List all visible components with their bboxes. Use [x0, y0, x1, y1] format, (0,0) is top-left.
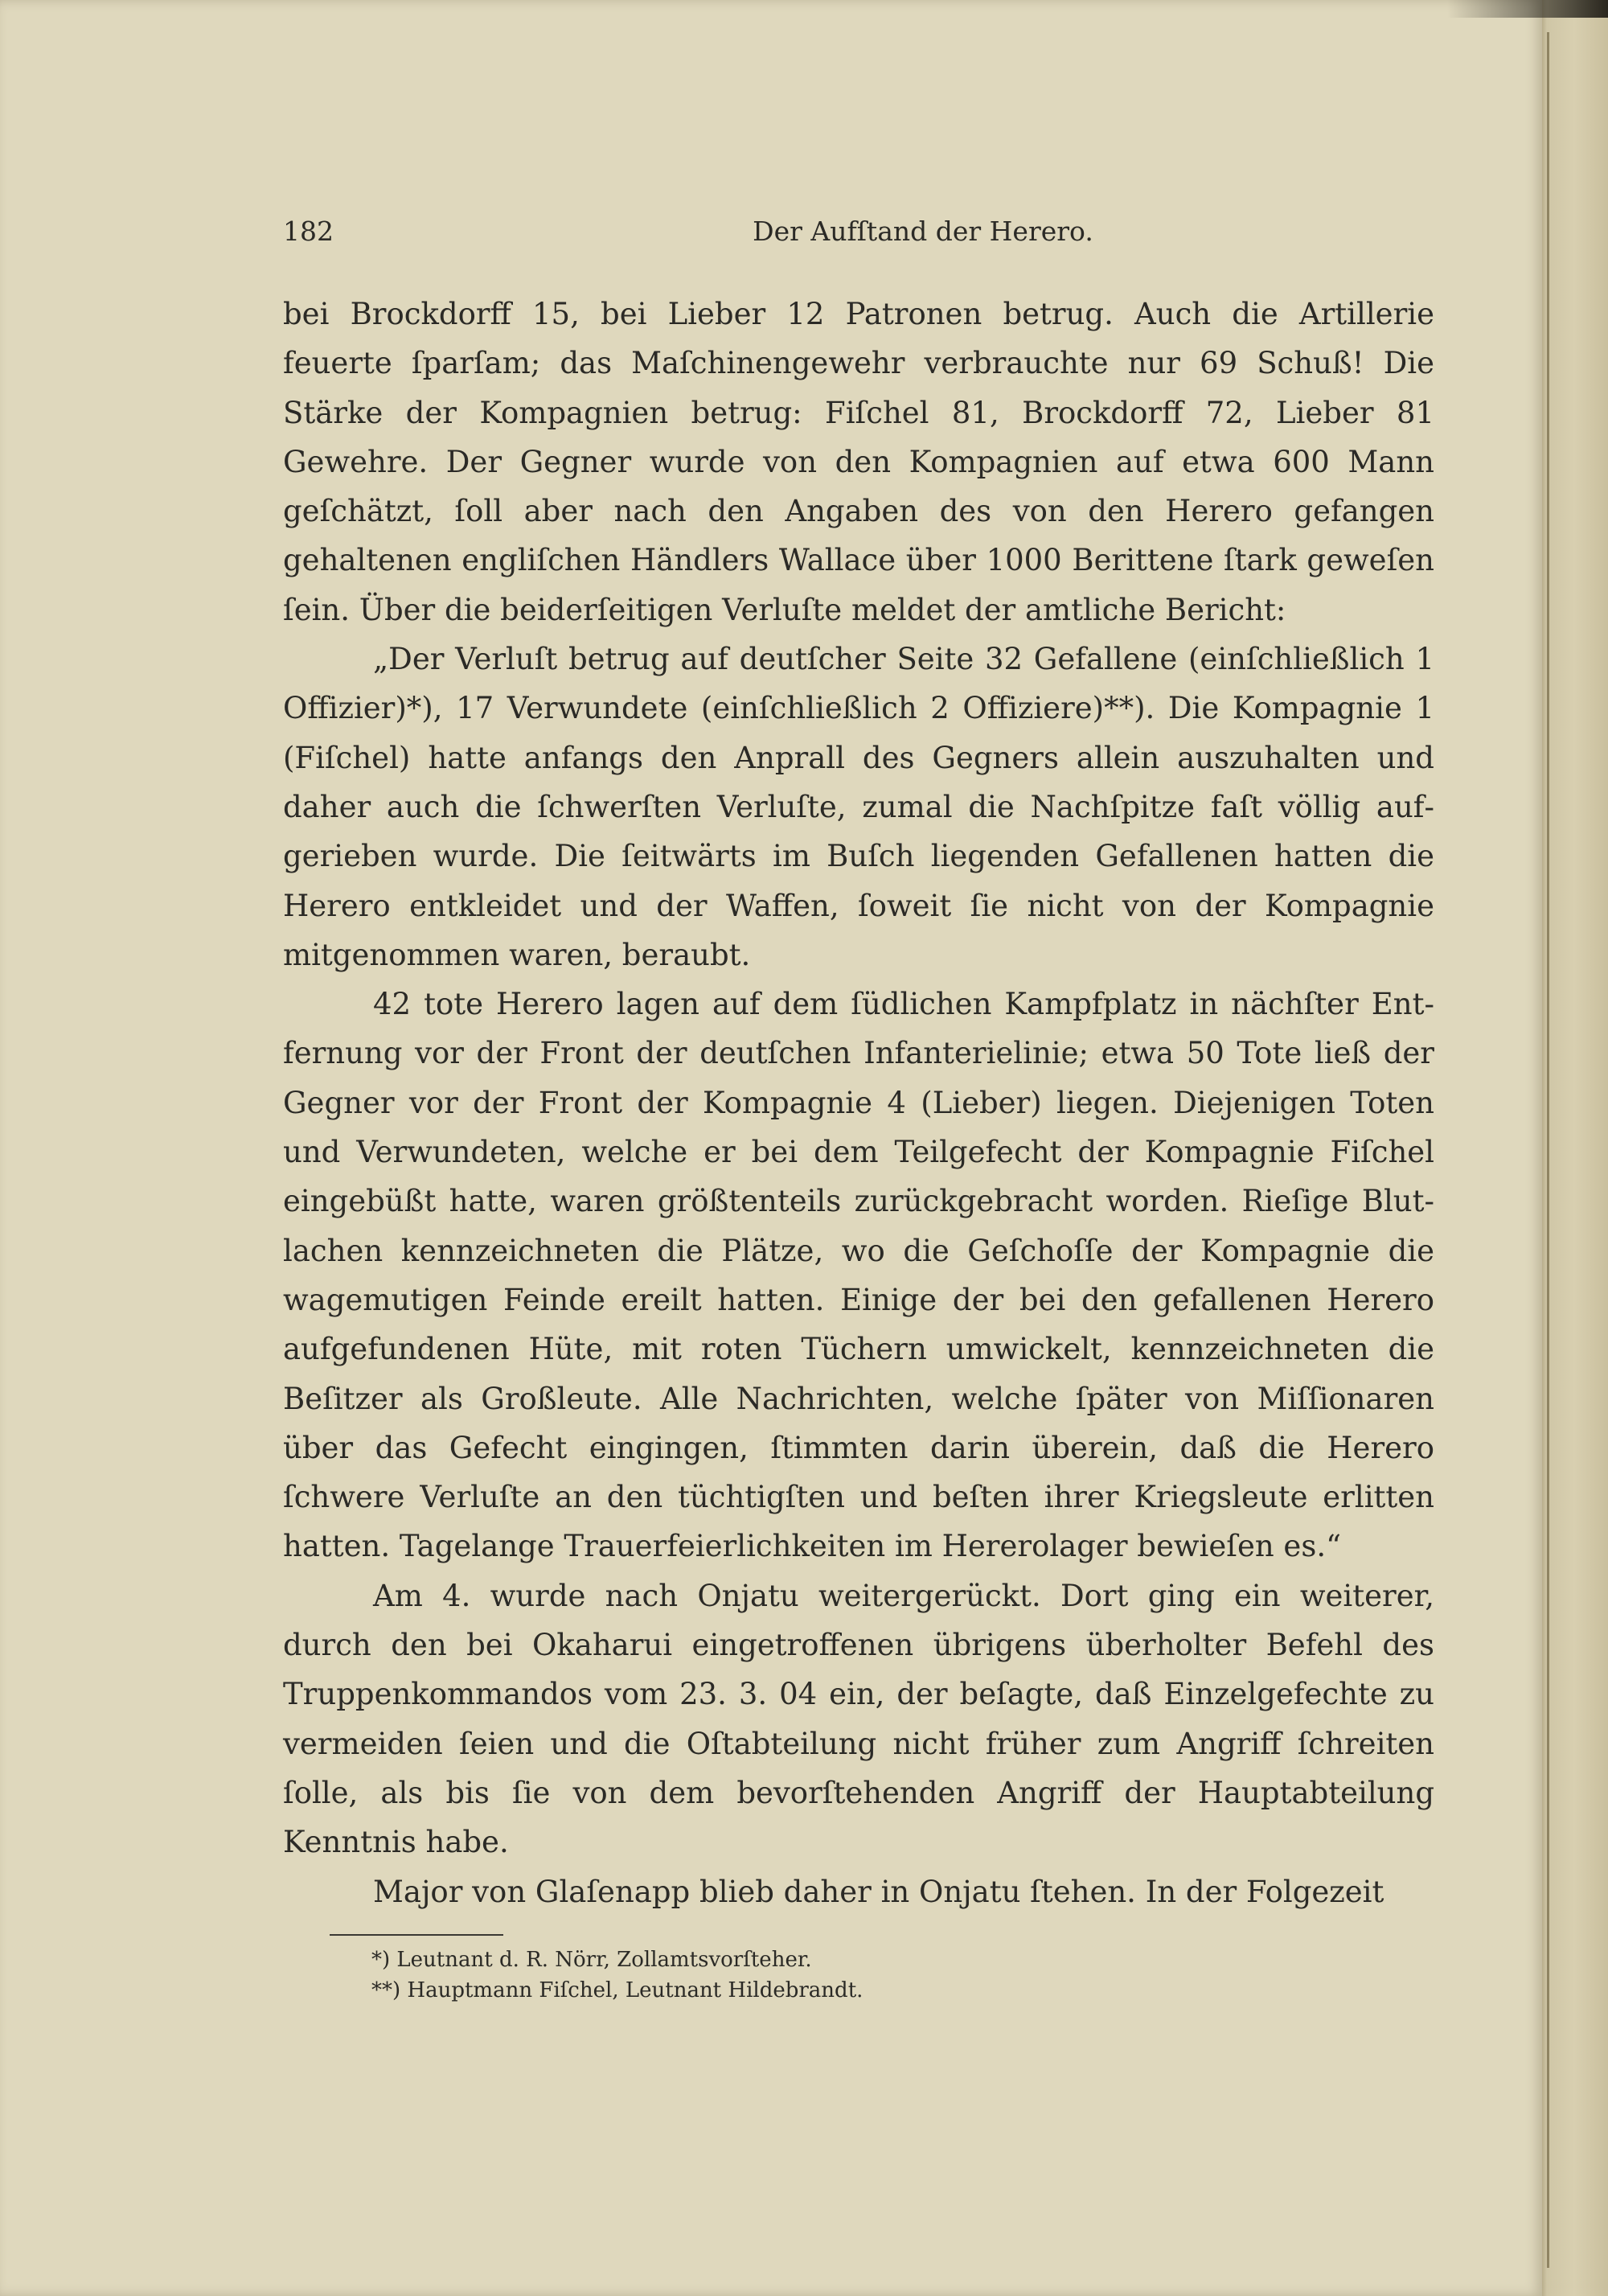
running-head: [283, 216, 1434, 254]
scan-background: [1447, 0, 1608, 18]
quote-paragraph: „Der Verluſt betrug auf deutſcher Seite 32 Gefallene (einſchließlich 1 Offizier)*), 17 Verwundete (einſchließlich 2 Offiziere)**). Die Kompagnie 1 (Fiſchel) hatte anfangs den Anprall des Gegners allein auszuhalten und daher auch die ſchwerſten Verluſte, zumal die Nachſpitze faſt völlig aufgerieben wurde. Die ſeitwärts im Buſch liegenden Gefallenen hatten die Herero entkleidet und der Waffen, ſoweit ſie nicht von der Kompagnie mitgenommen waren, beraubt.: [283, 642, 1434, 972]
footnotes: [371, 1945, 863, 2006]
paragraph: Am 4. wurde nach Onjatu weitergerückt. Dort ging ein weiterer, durch den bei Okaharui eingetroffenen übrigens überholter Befehl des Truppenkommandos vom 23. 3. 04 ein, der beſagte, daß Einzelgefechte zu vermeiden ſeien und die Oſtabteilung nicht früher zum Angriff ſchreiten ſolle, als bis ſie von dem bevorſtehenden Angriff der Hauptabteilung Kenntnis habe.: [283, 1578, 1434, 1860]
paragraph: Major von Glaſenapp blieb daher in Onjatu ſtehen. In der Folgezeit: [373, 1874, 1384, 1909]
body-text: [283, 290, 1434, 1916]
page-edge: [1542, 0, 1608, 2296]
footnote: **) Hauptmann Fiſchel, Leutnant Hildebrandt.: [371, 1978, 863, 2002]
page-number: 182: [283, 216, 334, 247]
page-edge-shadow: [1547, 32, 1549, 2268]
paragraph: bei Brockdorff 15, bei Lieber 12 Patronen betrug. Auch die Artillerie feuerte ſparſam; das Maſchinengewehr verbrauchte nur 69 Schuß! Die Stärke der Kompagnien betrug: Fiſchel 81, Brockdorff 72, Lieber 81 Gewehre. Der Gegner wurde von den Kompagnien auf etwa 600 Mann geſchätzt, ſoll aber nach den Angaben des von den Herero gefangen gehaltenen engliſchen Händlers Wallace über 1000 Berittene ſtark geweſen ſein. Über die beiderſeitigen Verluſte meldet der amtliche Bericht:: [283, 297, 1434, 627]
running-title: Der Aufſtand der Herero.: [753, 216, 1093, 247]
paragraph: 42 tote Herero lagen auf dem ſüdlichen Kampfplatz in nächſter Entfernung vor der Front der deutſchen Infanterielinie; etwa 50 Tote ließ der Gegner vor der Front der Kompagnie 4 (Lieber) liegen. Diejenigen Toten und Verwundeten, welche er bei dem Teilgefecht der Kompagnie Fiſchel eingebüßt hatte, waren größtenteils zurückgebracht worden. Rieſige Blutlachen kennzeichneten die Plätze, wo die Geſchoſſe der Kompagnie die wagemutigen Feinde ereilt hatten. Einige der bei den gefallenen Herero aufgefundenen Hüte, mit roten Tüchern umwickelt, kennzeichneten die Beſitzer als Großleute. Alle Nachrichten, welche ſpäter von Miſſionaren über das Gefecht eingingen, ſtimmten darin überein, daß die Herero ſchwere Verluſte an den tüchtigſten und beſten ihrer Kriegsleute erlitten hatten. Tagelange Trauerfeierlichkeiten im Hererolager bewieſen es.“: [283, 987, 1434, 1564]
footnote-divider: [330, 1934, 503, 1936]
footnote: *) Leutnant d. R. Nörr, Zollamtsvorſteher.: [371, 1948, 812, 1972]
